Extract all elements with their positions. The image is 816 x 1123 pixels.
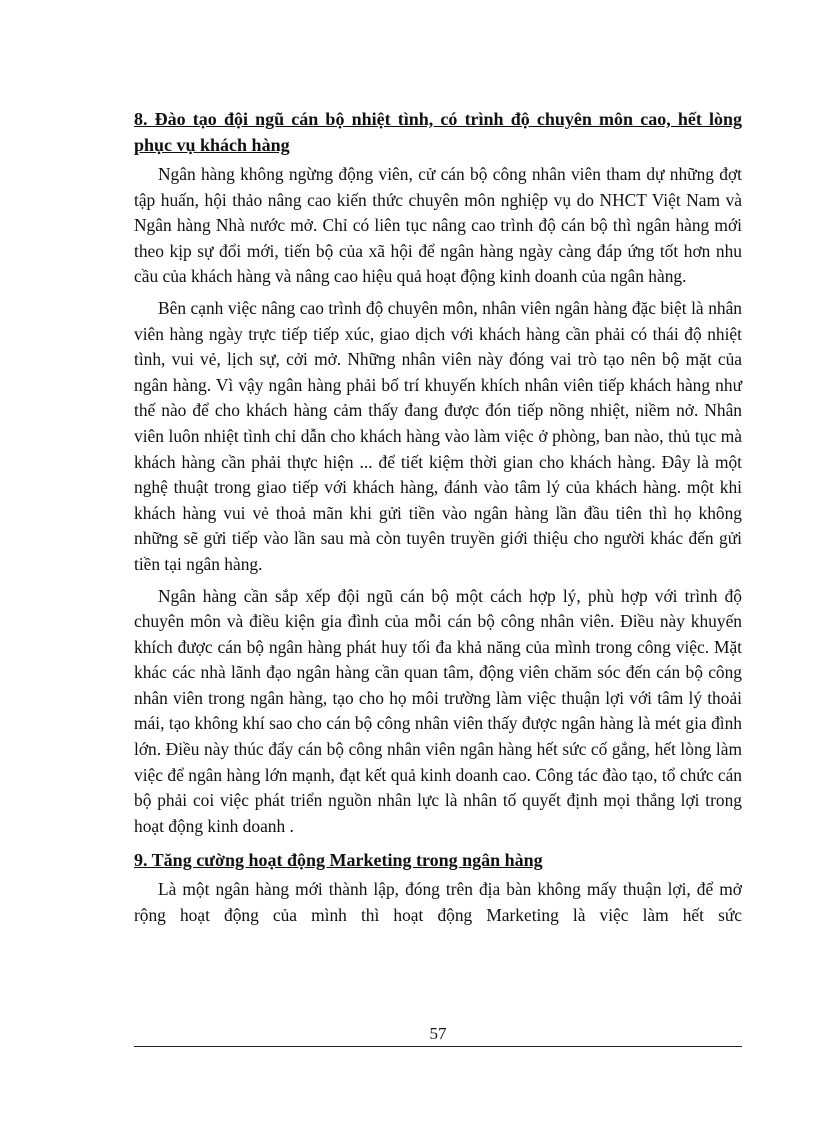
section-9-paragraph-1: Là một ngân hàng mới thành lập, đóng trên địa bàn không mấy thuận lợi, để mở rộng hoạt động của mình thì hoạt động Marketing là việc làm hết sức (134, 879, 742, 926)
page-content (134, 106, 742, 935)
section-8-paragraph-3: Ngân hàng cần sắp xếp đội ngũ cán bộ một cách hợp lý, phù hợp với trình độ chuyên môn và điều kiện gia đình của mỗi cán bộ công nhân viên. Điều này khuyến khích được cán bộ ngân hàng phát huy tối đa khả năng của mình trong công việc. Mặt khác các nhà lãnh đạo ngân hàng cần quan tâm, động viên chăm sóc đến cán bộ công nhân viên trong ngân hàng, tạo cho họ môi trường làm việc thuận lợi với tâm lý thoải mái, tạo không khí sao cho cán bộ công nhân viên thấy được ngân hàng là mét gia đình lớn. Điều này thúc đẩy cán bộ công nhân viên ngân hàng hết sức cố gắng, hết lòng làm việc để ngân hàng lớn mạnh, đạt kết quả kinh doanh cao. Công tác đào tạo, tổ chức cán bộ phải coi việc phát triển nguồn nhân lực là nhân tố quyết định mọi thắng lợi trong hoạt động kinh doanh . (134, 585, 742, 836)
page-number: 57 (429, 1024, 447, 1043)
footer-divider (134, 1046, 742, 1047)
section-9-heading: 9. Tăng cường hoạt động Marketing trong ngân hàng (134, 850, 543, 871)
section-8-paragraph-2: Bên cạnh việc nâng cao trình độ chuyên môn, nhân viên ngân hàng đặc biệt là nhân viên hàng ngày trực tiếp tiếp xúc, giao dịch với khách hàng cần phải có thái độ nhiệt tình, vui vẻ, lịch sự, cởi mở. Những nhân viên này đóng vai trò tạo nên bộ mặt của ngân hàng. Vì vậy ngân hàng phải bố trí khuyến khích nhân viên tiếp khách hàng như thế nào để cho khách hàng cảm thấy đang được đón tiếp nồng nhiệt, niềm nở. Nhân viên luôn nhiệt tình chỉ dẫn cho khách hàng vào làm việc ở phòng, ban nào, thủ tục mà khách hàng cần phải thực hiện ... để tiết kiệm thời gian cho khách hàng. Đây là một nghệ thuật trong giao tiếp với khách hàng, đánh vào tâm lý của khách hàng. một khi khách hàng vui vẻ thoả mãn khi gửi tiền vào ngân hàng lần đầu tiên thì họ không những sẽ gửi tiếp vào lần sau mà còn tuyên truyền giới thiệu cho người khác đến gửi tiền tại ngân hàng. (134, 297, 742, 574)
section-8-paragraph-1: Ngân hàng không ngừng động viên, cử cán bộ công nhân viên tham dự những đợt tập huấn, hội thảo nâng cao kiến thức chuyên môn nghiệp vụ do NHCT Việt Nam và Ngân hàng Nhà nước mở. Chỉ có liên tục nâng cao trình độ cán bộ thì ngân hàng mới theo kịp sự đổi mới, tiến bộ của xã hội để ngân hàng ngày càng đáp ứng tốt hơn nhu cầu của khách hàng và nâng cao hiệu quả hoạt động kinh doanh của ngân hàng. (134, 164, 742, 287)
section-8-heading: 8. Đào tạo đội ngũ cán bộ nhiệt tình, có trình độ chuyên môn cao, hết lòng phục vụ khách hàng (134, 109, 742, 155)
